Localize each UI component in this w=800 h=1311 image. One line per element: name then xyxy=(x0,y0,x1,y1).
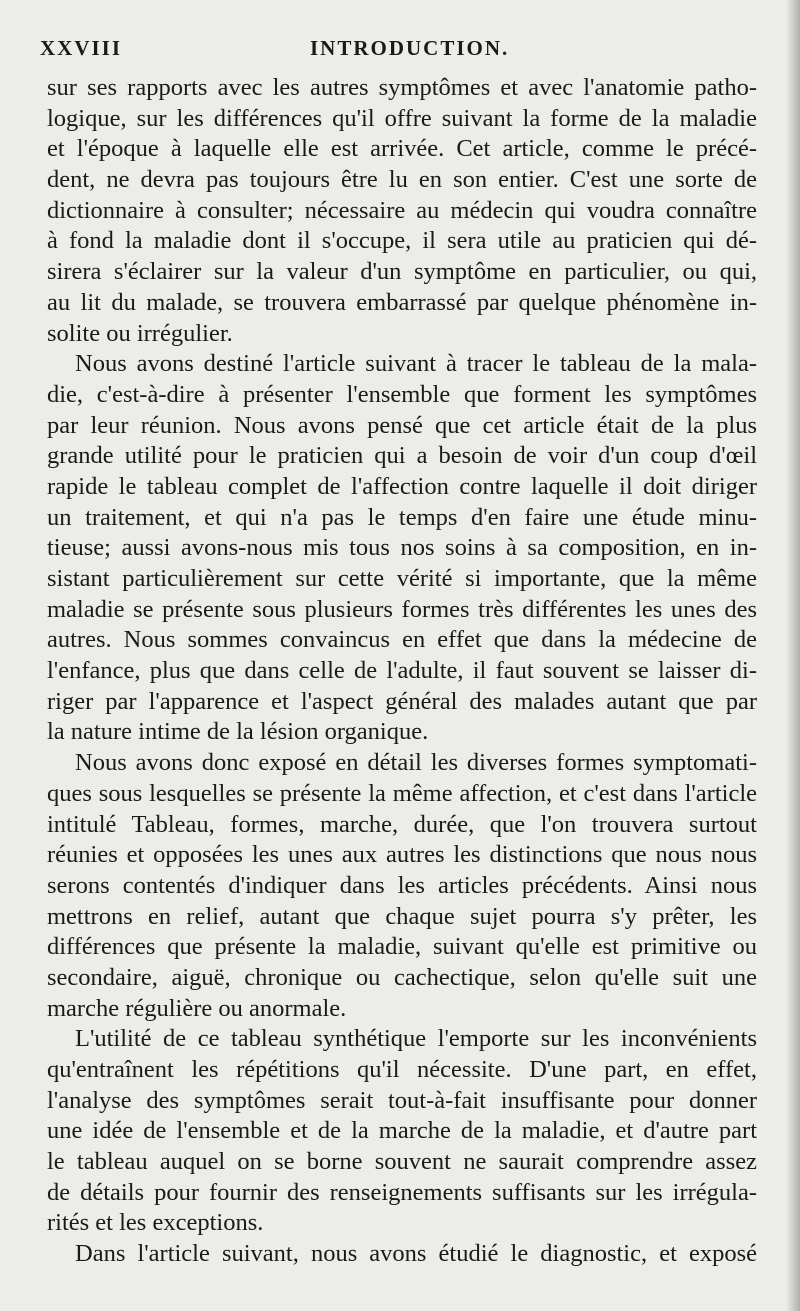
text-line: tieuse; aussi avons-nous mis tous nos soins à sa composition, en in- xyxy=(47,534,757,562)
text-line: l'enfance, plus que dans celle de l'adulte, il faut souvent se laisser di- xyxy=(47,657,757,685)
text-line: la nature intime de la lésion organique. xyxy=(47,718,429,746)
text-line: à fond la maladie dont il s'occupe, il sera utile au praticien qui dé- xyxy=(47,227,757,255)
text-line: sirera s'éclairer sur la valeur d'un symptôme en particulier, ou qui, xyxy=(47,258,757,286)
text-line: et l'époque à laquelle elle est arrivée. Cet article, comme le précé- xyxy=(47,135,757,163)
body-text xyxy=(47,73,757,1270)
text-line: réunies et opposées les unes aux autres les distinctions que nous nous xyxy=(47,841,757,869)
text-line: grande utilité pour le praticien qui a besoin de voir d'un coup d'œil xyxy=(47,442,757,470)
text-line: serons contentés d'indiquer dans les articles précédents. Ainsi nous xyxy=(47,871,757,899)
running-head xyxy=(40,36,760,66)
text-line: maladie se présente sous plusieurs formes très différentes les unes des xyxy=(47,595,757,623)
text-line: autres. Nous sommes convaincus en effet que dans la médecine de xyxy=(47,626,757,654)
running-title: INTRODUCTION. xyxy=(310,36,510,60)
text-line: au lit du malade, se trouvera embarrassé par quelque phénomène in- xyxy=(47,288,757,316)
text-line: intitulé Tableau, formes, marche, durée, que l'on trouvera surtout xyxy=(47,810,757,838)
text-line: un traitement, et qui n'a pas le temps d'en faire une étude minu- xyxy=(47,503,757,531)
page-number: XXVIII xyxy=(40,36,123,60)
text-line: dent, ne devra pas toujours être lu en son entier. C'est une sorte de xyxy=(47,166,757,194)
paragraph xyxy=(47,1024,757,1239)
text-line: sur ses rapports avec les autres symptômes et avec l'anatomie patho- xyxy=(47,74,757,101)
paragraph xyxy=(47,73,757,349)
text-line: solite ou irrégulier. xyxy=(47,319,233,347)
text-line: Dans l'article suivant, nous avons étudié le diagnostic, et exposé xyxy=(75,1240,757,1268)
text-line: L'utilité de ce tableau synthétique l'emporte sur les inconvénients xyxy=(75,1025,757,1053)
text-line: différences que présente la maladie, suivant qu'elle est primitive ou xyxy=(47,933,757,961)
text-line: Nous avons destiné l'article suivant à tracer le tableau de la mala- xyxy=(75,350,757,378)
text-line: riger par l'apparence et l'aspect général des malades autant que par xyxy=(47,687,757,715)
text-line: Nous avons donc exposé en détail les diverses formes symptomati- xyxy=(75,749,757,777)
paragraph xyxy=(47,349,757,748)
text-line: l'analyse des symptômes serait tout-à-fait insuffisante pour donner xyxy=(47,1086,757,1114)
text-line: par leur réunion. Nous avons pensé que cet article était de la plus xyxy=(47,411,757,439)
text-line: rapide le tableau complet de l'affection contre laquelle il doit diriger xyxy=(47,472,757,500)
text-line: rités et les exceptions. xyxy=(47,1209,264,1237)
text-line: dictionnaire à consulter; nécessaire au médecin qui voudra connaître xyxy=(47,196,757,224)
text-line: mettrons en relief, autant que chaque sujet pourra s'y prêter, les xyxy=(47,902,757,930)
paragraph xyxy=(47,748,757,1024)
text-line: une idée de l'ensemble et de la marche de la maladie, et d'autre part xyxy=(47,1117,757,1145)
paragraph xyxy=(47,1239,757,1270)
text-line: de détails pour fournir des renseignements suffisants sur les irrégula- xyxy=(47,1178,757,1206)
text-line: ques sous lesquelles se présente la même affection, et c'est dans l'article xyxy=(47,779,757,807)
text-line: secondaire, aiguë, chronique ou cachectique, selon qu'elle suit une xyxy=(47,963,757,991)
text-line: die, c'est-à-dire à présenter l'ensemble que forment les symptômes xyxy=(47,380,757,408)
text-line: marche régulière ou anormale. xyxy=(47,994,347,1022)
text-line: sistant particulièrement sur cette vérité si importante, que la même xyxy=(47,565,757,592)
text-line: logique, sur les différences qu'il offre suivant la forme de la maladie xyxy=(47,104,757,132)
text-line: qu'entraînent les répétitions qu'il nécessite. D'une part, en effet, xyxy=(47,1056,757,1083)
text-line: le tableau auquel on se borne souvent ne saurait comprendre assez xyxy=(47,1148,757,1176)
